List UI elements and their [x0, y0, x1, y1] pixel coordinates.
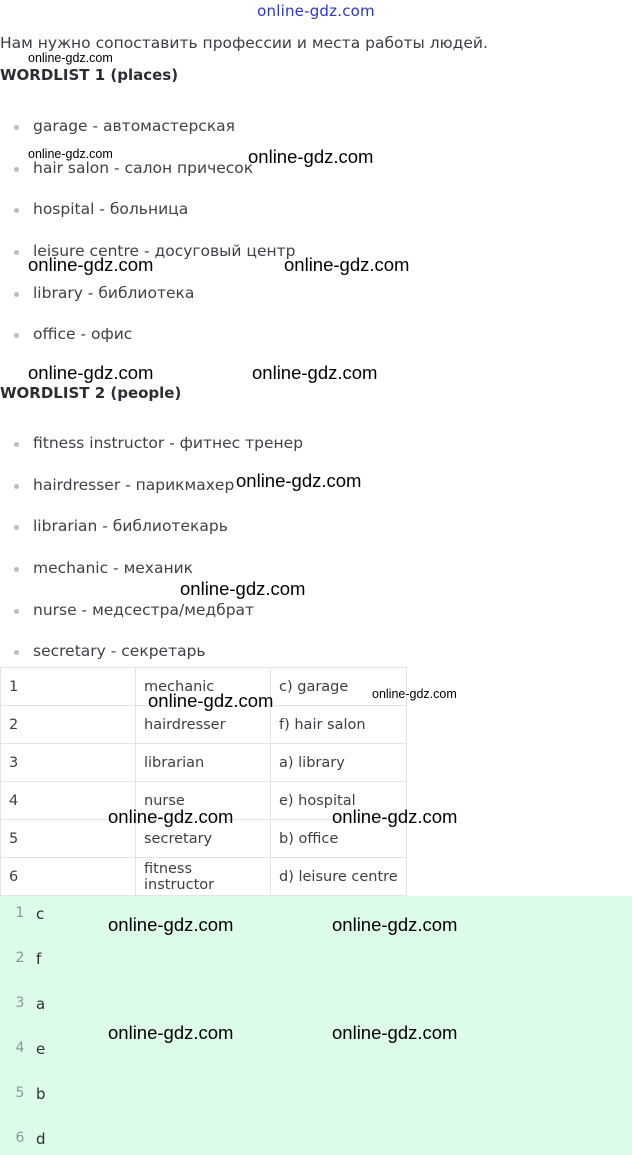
table-cell-place: d) leisure centre: [271, 858, 407, 896]
list-item: library - библиотека: [0, 284, 420, 326]
line-number: 6: [15, 1130, 25, 1146]
line-number: 5: [15, 1085, 25, 1101]
bullet-icon: [14, 208, 19, 213]
line-number: 2: [15, 950, 25, 966]
watermark: online-gdz.com: [236, 470, 362, 491]
table-cell-number: 3: [1, 744, 136, 782]
table-cell-person: nurse: [136, 782, 271, 820]
list-item: hair salon - салон причесок: [0, 159, 420, 201]
bullet-icon: [14, 250, 19, 255]
bullet-icon: [14, 333, 19, 338]
watermark: online-gdz.com: [332, 914, 458, 935]
table-row: [1, 744, 407, 782]
table-cell-person: hairdresser: [136, 706, 271, 744]
table-cell-place: e) hospital: [271, 782, 407, 820]
table-cell-place: f) hair salon: [271, 706, 407, 744]
watermark: online-gdz.com: [332, 806, 458, 827]
list-item: nurse - медсестра/медбрат: [0, 601, 420, 643]
table-cell-place: a) library: [271, 744, 407, 782]
watermark: online-gdz.com: [108, 806, 234, 827]
table-cell-person: fitness instructor: [136, 858, 271, 896]
table-cell-number: 4: [1, 782, 136, 820]
site-header-link[interactable]: online-gdz.com: [257, 2, 375, 20]
watermark: online-gdz.com: [332, 1022, 458, 1043]
wordlist2-title: WORDLIST 2 (people): [0, 384, 182, 402]
line-number: 3: [15, 995, 25, 1011]
list-item: librarian - библиотекарь: [0, 517, 420, 559]
wordlist1-title: WORDLIST 1 (places): [0, 66, 179, 84]
intro-text: Нам нужно сопоставить профессии и места работы людей.: [0, 34, 488, 52]
answer-value: d: [36, 1130, 46, 1148]
table-cell-place: b) office: [271, 820, 407, 858]
table-row: [1, 858, 407, 896]
watermark: online-gdz.com: [28, 254, 154, 275]
list-item: secretary - секретарь: [0, 642, 420, 684]
watermark: online-gdz.com: [180, 578, 306, 599]
watermark: online-gdz.com: [28, 147, 113, 161]
table-cell-number: 6: [1, 858, 136, 896]
watermark: online-gdz.com: [108, 914, 234, 935]
watermark: online-gdz.com: [28, 362, 154, 383]
table-cell-person: secretary: [136, 820, 271, 858]
bullet-icon: [14, 484, 19, 489]
line-number: 1: [15, 905, 25, 921]
bullet-icon: [14, 292, 19, 297]
list-item: hospital - больница: [0, 200, 420, 242]
bullet-icon: [14, 442, 19, 447]
list-item: office - офис: [0, 325, 420, 367]
table-cell-person: librarian: [136, 744, 271, 782]
watermark: online-gdz.com: [284, 254, 410, 275]
watermark: online-gdz.com: [248, 146, 374, 167]
watermark: online-gdz.com: [148, 690, 274, 711]
list-item: hairdresser - парикмахер: [0, 476, 420, 518]
answer-value: c: [36, 905, 45, 923]
list-item: garage - автомастерская: [0, 117, 420, 159]
table-cell-person: mechanic: [136, 668, 271, 706]
watermark: online-gdz.com: [108, 1022, 234, 1043]
list-item: leisure centre - досуговый центр: [0, 242, 420, 284]
answer-value: e: [36, 1040, 46, 1058]
bullet-icon: [14, 525, 19, 530]
bullet-icon: [14, 125, 19, 130]
bullet-icon: [14, 567, 19, 572]
answer-value: a: [36, 995, 46, 1013]
watermark: online-gdz.com: [372, 687, 457, 701]
table-cell-number: 2: [1, 706, 136, 744]
list-item: mechanic - механик: [0, 559, 420, 601]
table-cell-number: 5: [1, 820, 136, 858]
answer-block: [0, 896, 632, 1155]
answer-value: f: [36, 950, 42, 968]
line-number: 4: [15, 1040, 25, 1056]
answer-value: b: [36, 1085, 46, 1103]
table-cell-number: 1: [1, 668, 136, 706]
table-cell-place: c) garage: [271, 668, 407, 706]
watermark: online-gdz.com: [28, 51, 113, 65]
watermark: online-gdz.com: [252, 362, 378, 383]
bullet-icon: [14, 609, 19, 614]
list-item: fitness instructor - фитнес тренер: [0, 434, 420, 476]
bullet-icon: [14, 650, 19, 655]
bullet-icon: [14, 167, 19, 172]
